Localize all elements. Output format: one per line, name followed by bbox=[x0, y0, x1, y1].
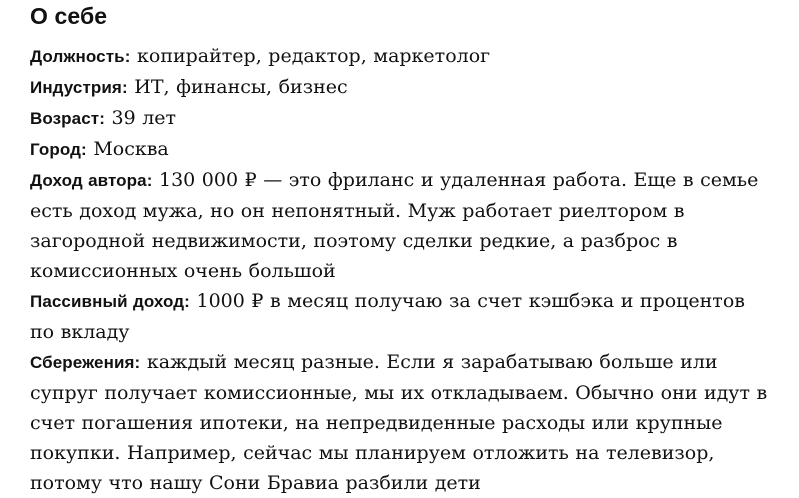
field-label: Сбережения: bbox=[30, 353, 141, 372]
field-label: Возраст: bbox=[30, 109, 105, 128]
field-passive-income bbox=[30, 286, 775, 347]
field-position bbox=[30, 41, 775, 72]
field-value: копирайтер, редактор, маркетолог bbox=[137, 45, 491, 67]
field-city bbox=[30, 134, 775, 165]
field-value: каждый месяц разные. Если я зарабатываю больше или супруг получает комиссионные, мы их откладываем. Обычно они идут в счет погашения ипотеки, на непредвиденные расходы или крупные покупки. Например, сейчас мы планируем отложить на телевизор, потому что нашу Сони Бравиа разбили дети bbox=[30, 351, 768, 494]
field-industry bbox=[30, 72, 775, 103]
section-title: О себе bbox=[30, 3, 108, 29]
field-label: Доход автора: bbox=[30, 171, 153, 190]
field-value: Москва bbox=[93, 138, 169, 160]
field-value: ИТ, финансы, бизнес bbox=[134, 76, 348, 98]
field-label: Индустрия: bbox=[30, 78, 128, 97]
field-value: 1000 ₽ в месяц получаю за счет кэшбэка и процентов по вкладу bbox=[30, 290, 745, 343]
field-value: 130 000 ₽ — это фриланс и удаленная работа. Еще в семье есть доход мужа, но он непонятный. Муж работает риелтором в загородной недвижимости, поэтому сделки редкие, а разброс в комиссионных очень большой bbox=[30, 169, 759, 282]
field-label: Город: bbox=[30, 140, 87, 159]
field-value: 39 лет bbox=[111, 107, 177, 129]
field-label: Пассивный доход: bbox=[30, 292, 190, 311]
field-age bbox=[30, 103, 775, 134]
field-label: Должность: bbox=[30, 47, 131, 66]
field-author-income bbox=[30, 165, 775, 286]
field-savings bbox=[30, 347, 775, 498]
about-section bbox=[30, 0, 775, 498]
